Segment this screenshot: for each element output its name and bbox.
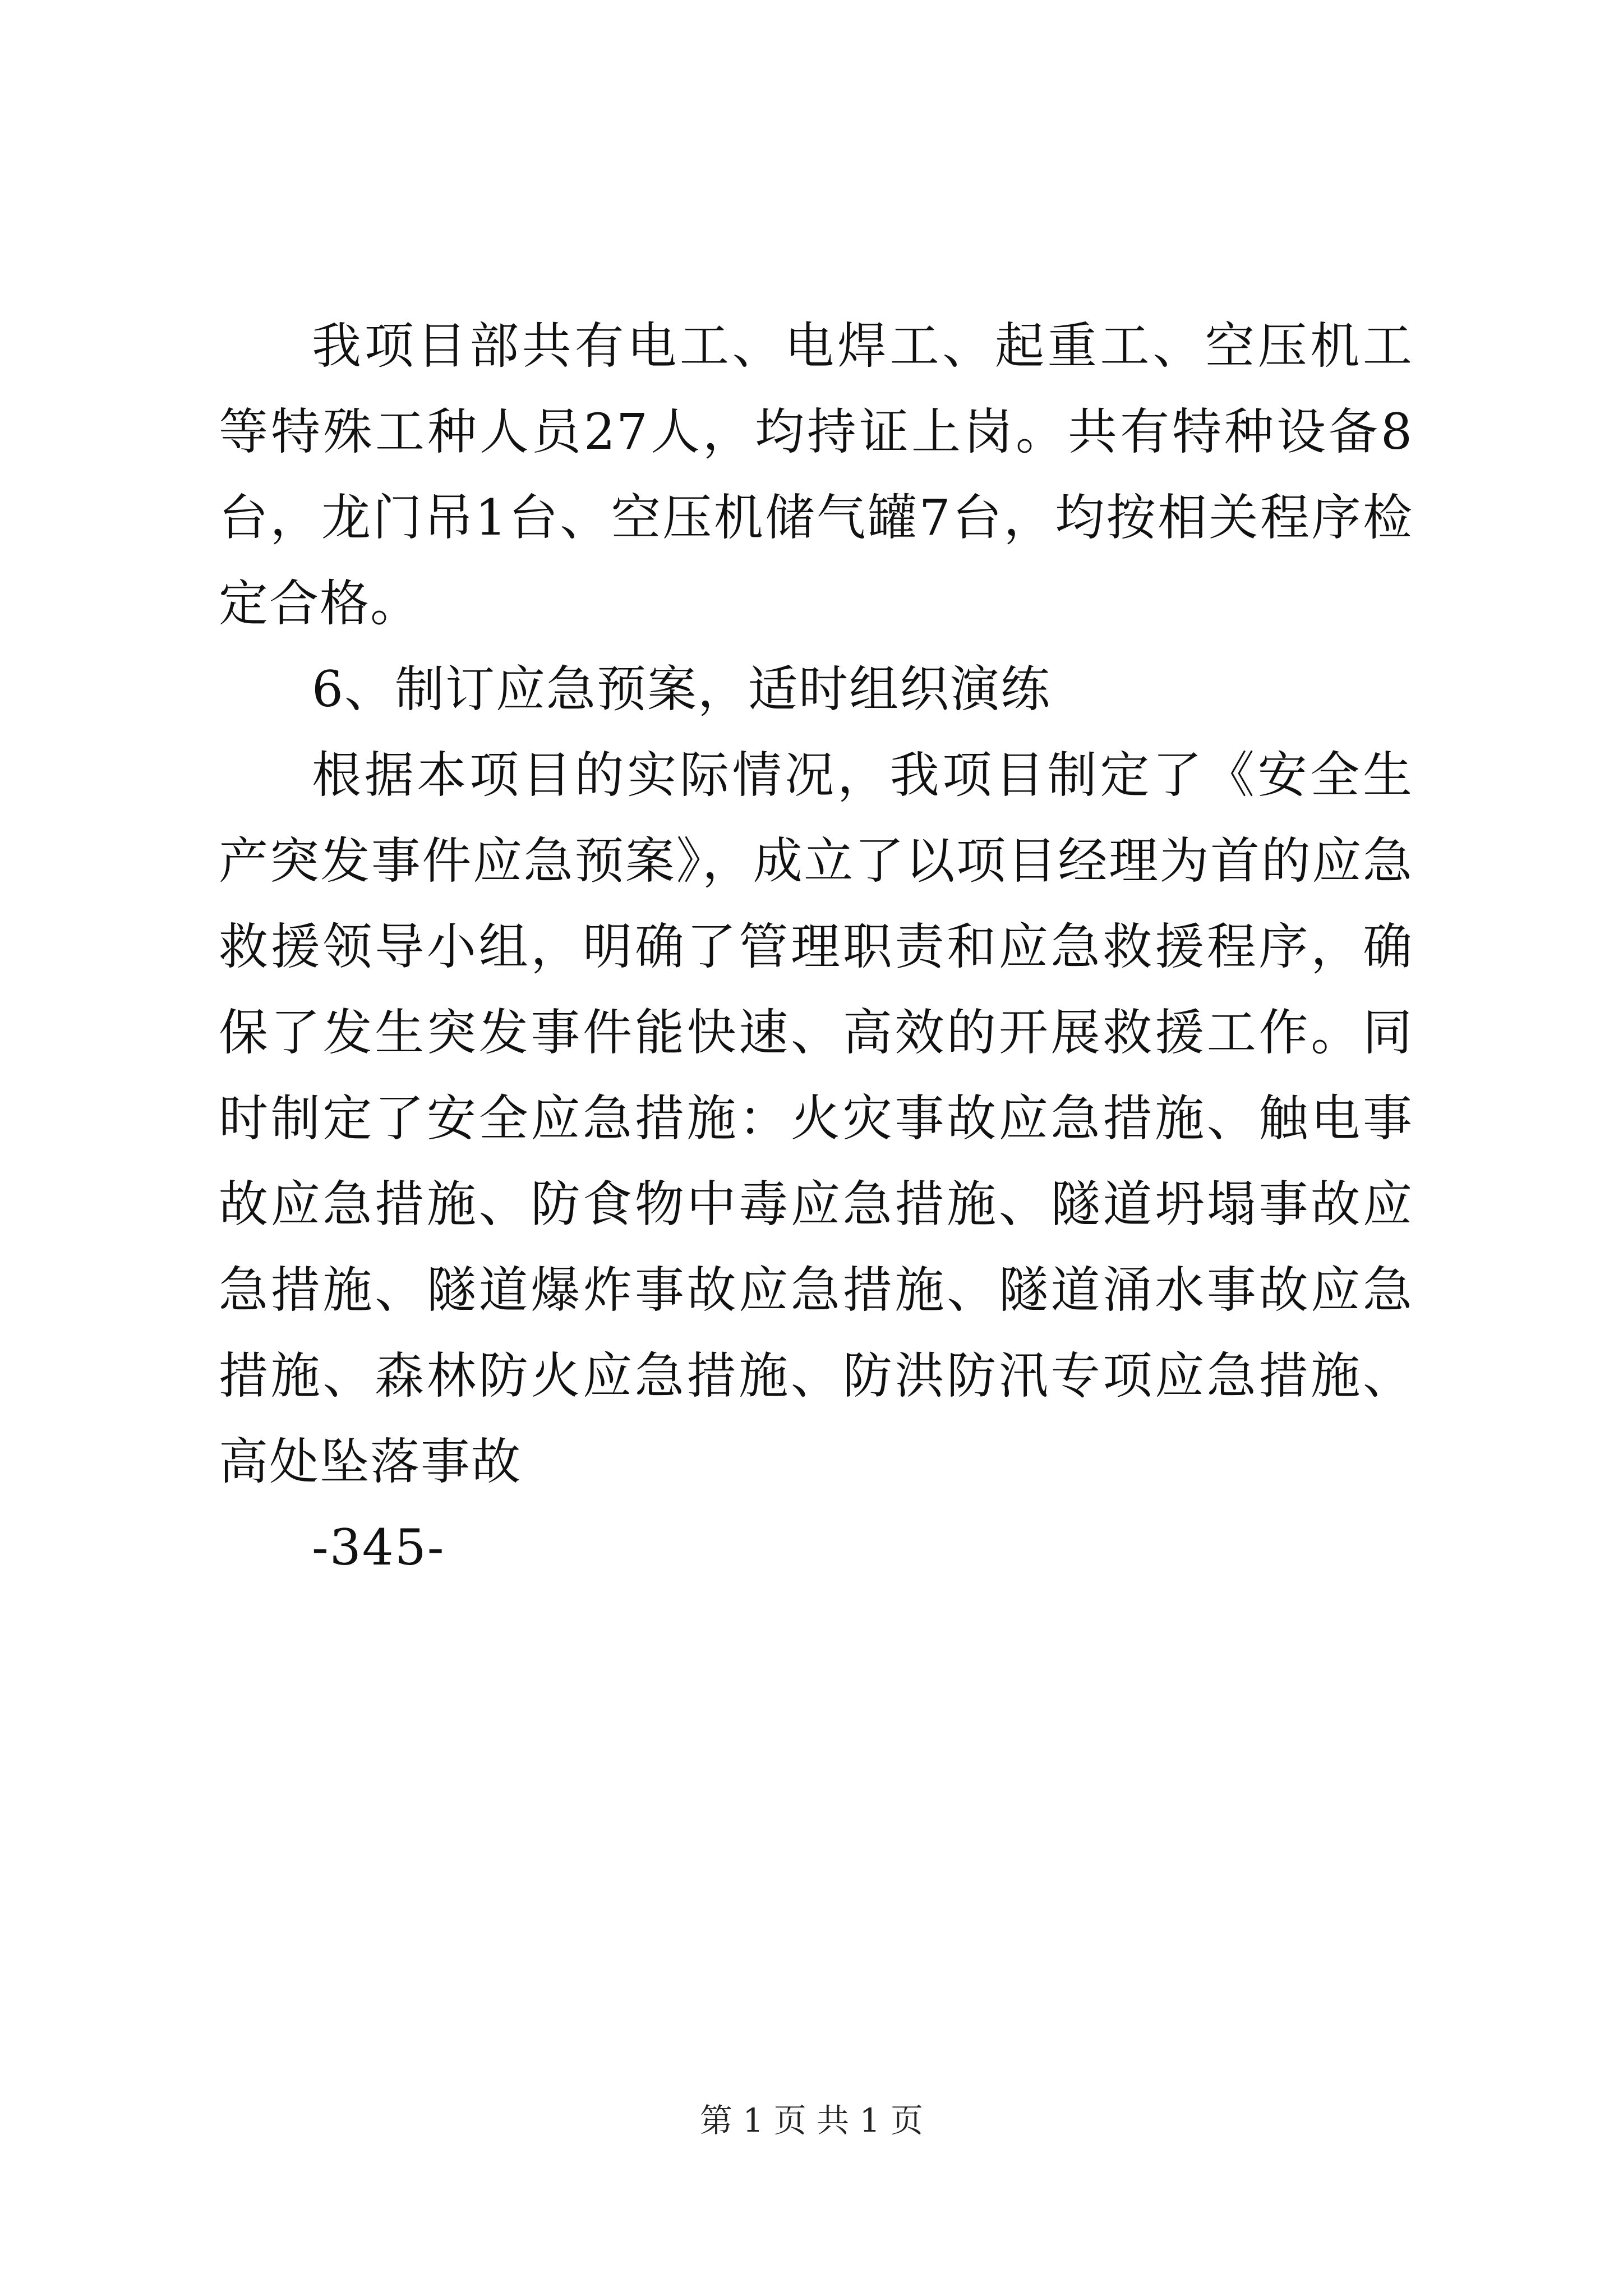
paragraph-special-workers: 我项目部共有电工、电焊工、起重工、空压机工等特殊工种人员27人，均持证上岗。共有特种设备8台，龙门吊1台、空压机储气罐7台，均按相关程序检定合格。 <box>219 317 1413 632</box>
paragraph-emergency-plan: 根据本项目的实际情况，我项目制定了《安全生产突发事件应急预案》，成立了以项目经理为首的应急救援领导小组，明确了管理职责和应急救援程序，确保了发生突发事件能快速、高效的开展救援工作。同时制定了安全应急措施：火灾事故应急措施、触电事故应急措施、防食物中毒应急措施、隧道坍塌事故应急措施、隧道爆炸事故应急措施、隧道涌水事故应急措施、森林防火应急措施、防洪防汛专项应急措施、高处坠落事故 <box>219 746 1413 1490</box>
page-footer: 第 1 页 共 1 页 <box>700 2101 923 2139</box>
section-heading-emergency-plan: 6、制订应急预案，适时组织演练 <box>312 660 1051 718</box>
document-body <box>219 303 1413 1590</box>
inline-page-number: -345- <box>312 1519 445 1576</box>
